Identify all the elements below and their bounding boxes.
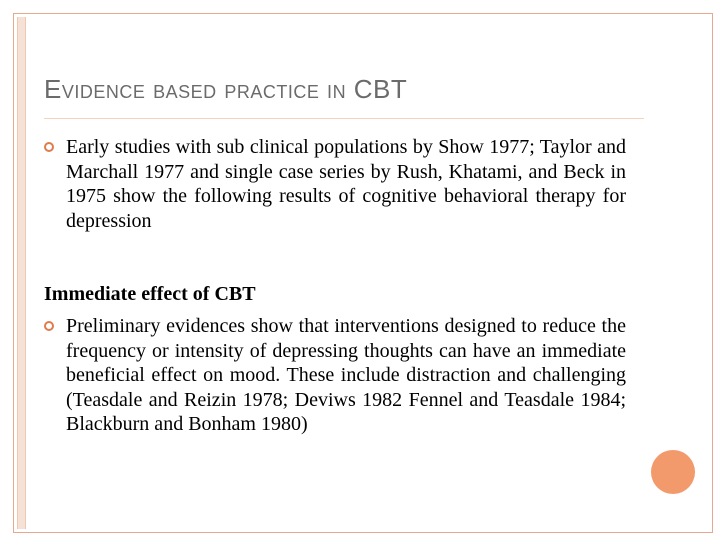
title-divider bbox=[44, 118, 644, 119]
bullet-text-preliminary-evidences: Preliminary evidences show that interventions designed to reduce the frequency or intensity of depressing thoughts can have an immediate beneficial effect on mood. These include distraction and challenging (Teasdale and Reizin 1978; Deviws 1982 Fennel and Teasdale 1984; Blackburn and Bonham 1980) bbox=[66, 315, 626, 435]
decorative-circle bbox=[651, 450, 695, 494]
left-decorative-band bbox=[17, 17, 26, 529]
bullet-circle-icon bbox=[44, 142, 54, 152]
slide-title: Evidence based practice in CBT bbox=[44, 74, 408, 104]
bullet-circle-icon bbox=[44, 321, 54, 331]
section-heading: Immediate effect of CBT bbox=[44, 283, 256, 305]
bullet-text-early-studies: Early studies with sub clinical populations by Show 1977; Taylor and Marchall 1977 and single case series by Rush, Khatami, and Beck in 1975 show the following results of cognitive behavioral therapy for depression bbox=[66, 136, 626, 232]
